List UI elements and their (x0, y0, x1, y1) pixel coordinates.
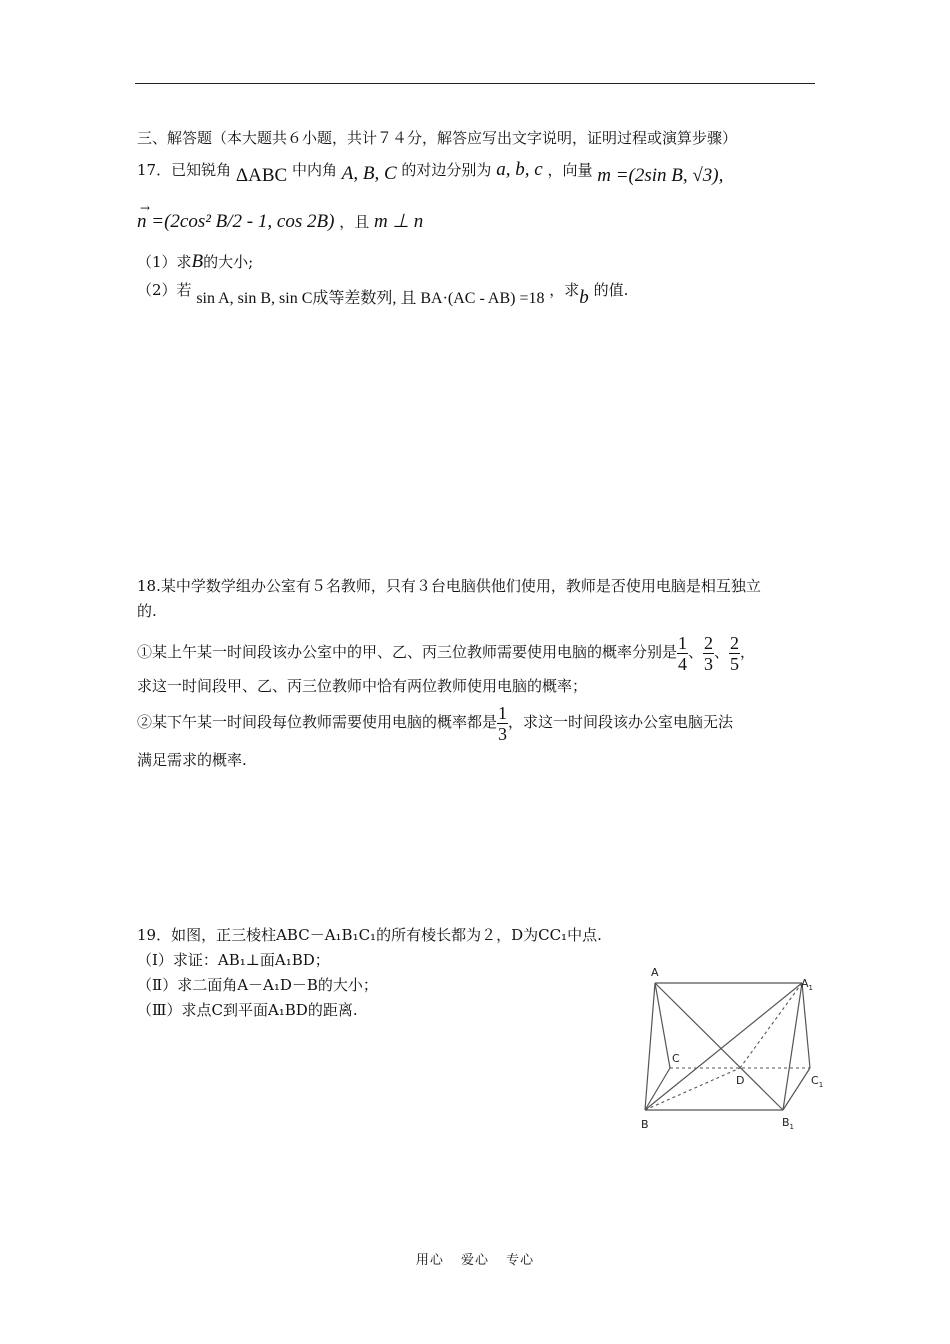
label-C1: $C_1$ (811, 1074, 824, 1089)
separator: 、 (688, 643, 704, 661)
q18-line1: 18.某中学数学组办公室有５名教师，只有３台电脑供他们使用，教师是否使用电脑是相互独立 (137, 577, 761, 595)
q17-vector-n: n =(2cos² B/2 - 1, cos 2B) (137, 211, 335, 232)
q19-part3: （Ⅲ）求点C到平面A₁BD的距离. (137, 1001, 358, 1019)
q19-line1: 19．如图，正三棱柱ABC－A₁B₁C₁的所有棱长都为２，D为CC₁中点. (137, 926, 602, 944)
footer-text-1: 用心 (415, 1253, 444, 1268)
q17-part2 (137, 280, 629, 308)
edge-BD (645, 1068, 740, 1110)
q17-line1 (137, 159, 724, 186)
section-title: 三、解答题（本大题共６小题，共计７４分，解答应写出文字说明，证明过程或演算步骤） (137, 129, 738, 147)
q18-part2 (137, 698, 733, 746)
separator: 、 (714, 643, 730, 661)
edge-AB1 (655, 983, 783, 1110)
label-D: D (736, 1074, 745, 1087)
q17-text: ，向量 (547, 161, 593, 179)
q17-text: 17．已知锐角 (137, 161, 232, 179)
q17-perp: m ⊥ n (373, 211, 424, 232)
q18-part2-text: ②某下午某一时间段每位教师需要使用电脑的概率都是 (137, 713, 498, 731)
q17-part2-text: 的值. (593, 281, 629, 299)
label-C: C (672, 1052, 680, 1065)
page-footer (0, 1249, 950, 1268)
fraction-2-3: $\frac{2}{3}$ (704, 632, 714, 674)
edge-A1B1 (783, 983, 802, 1110)
edge-B1C1 (783, 1068, 810, 1110)
prism-figure (630, 960, 840, 1140)
q17-part1 (137, 252, 253, 272)
q18-part2-c: 满足需求的概率. (137, 751, 247, 769)
q17-part1-text: 的大小; (203, 253, 254, 271)
q17-angles: A, B, C (341, 163, 397, 184)
q18-part1-b: 求这一时间段甲、乙、丙三位教师中恰有两位教师使用电脑的概率； (137, 677, 588, 695)
q17-triangle: ΔABC (235, 165, 288, 186)
q19-part2: （Ⅱ）求二面角A－A₁D－B的大小； (137, 976, 378, 994)
fraction-2-5: $\frac{2}{5}$ (730, 632, 740, 674)
q17-part1-label: （1）求 (137, 253, 192, 271)
q18-part1-text: ①某上午某一时间段该办公室中的甲、乙、丙三位教师需要使用电脑的概率分别是 (137, 643, 678, 661)
q17-part2-label: （2）若 (137, 281, 192, 299)
fraction-1-4: $\frac{1}{4}$ (678, 632, 688, 674)
q17-text: ，且 (339, 213, 370, 231)
edge-AB (645, 983, 655, 1110)
fraction-1-3: $\frac{1}{3}$ (498, 702, 508, 744)
q18-part1 (137, 628, 755, 676)
q17-part2-var: b (579, 287, 589, 308)
edge-A1C1 (802, 983, 810, 1068)
label-B: B (641, 1118, 649, 1131)
q17-line2 (137, 212, 423, 232)
header-rule (135, 83, 815, 84)
arrow-mark: → (140, 201, 151, 215)
q18-line2: 的. (137, 602, 157, 620)
q18-part2-text: ，求这一时间段该办公室电脑无法 (508, 713, 734, 731)
label-A1: $A_1$ (801, 977, 813, 992)
label-B1: $B_1$ (782, 1116, 795, 1131)
edge-BC (645, 1068, 670, 1110)
q19-part1: （Ⅰ）求证：AB₁⊥面A₁BD； (137, 951, 330, 969)
q17-text: 的对边分别为 (401, 161, 492, 179)
q17-part1-var: B (191, 251, 204, 272)
q17-sides: a, b, c (496, 159, 543, 180)
q17-vector-m: m =(2sin B, √3), (597, 165, 724, 186)
footer-text-2: 爱心 (460, 1253, 489, 1268)
q17-text: 中内角 (291, 161, 337, 179)
footer-text-3: 专心 (506, 1253, 535, 1268)
q17-part2-expr: sin A, sin B, sin C成等差数列, 且 BA·(AC - AB) =18 (196, 290, 545, 307)
comma: ， (740, 643, 756, 661)
label-A: A (651, 966, 659, 979)
edge-BA1 (645, 983, 802, 1110)
q17-part2-text: ，求 (549, 281, 580, 299)
